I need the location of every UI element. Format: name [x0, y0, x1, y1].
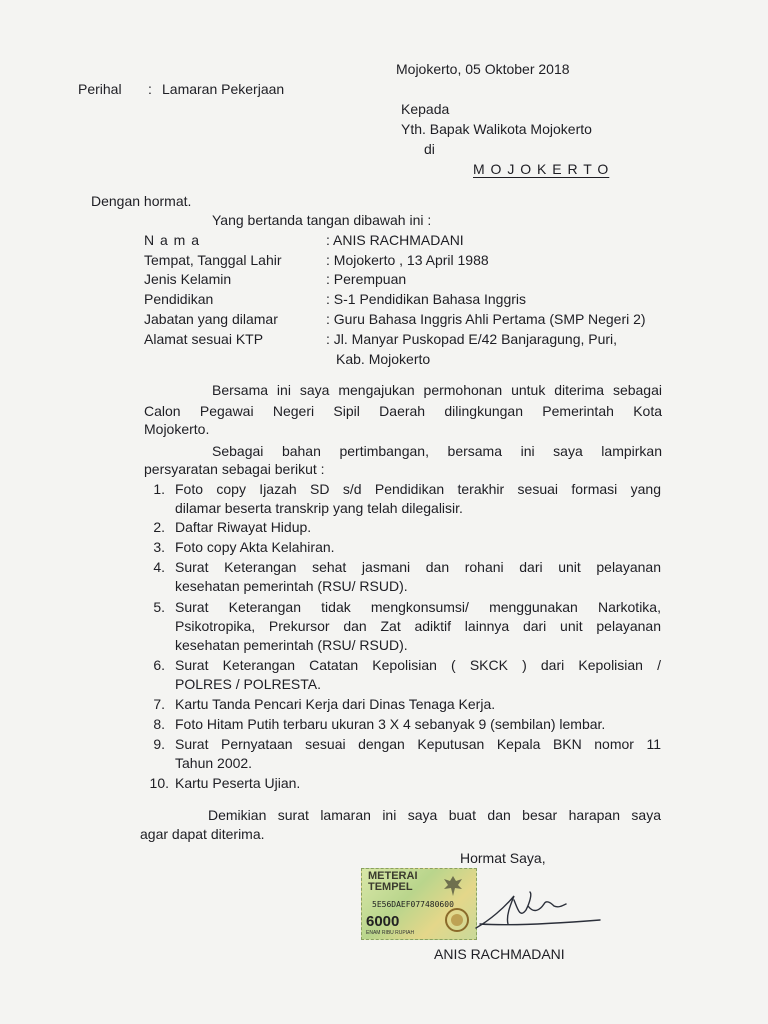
identity-value-address-line2: Kab. Mojokerto — [336, 351, 431, 367]
list-item-number: 3. — [153, 539, 165, 555]
identity-value-birth: : Mojokerto , 13 April 1988 — [326, 252, 489, 268]
list-item-text: Foto copy Ijazah SD s/d Pendidikan terakhir sesuai formasi yang — [175, 481, 661, 497]
signoff: Hormat Saya, — [460, 850, 546, 866]
recipient-city: M O J O K E R T O — [473, 161, 610, 177]
list-item-text: kesehatan pemerintah (RSU/ RSUD). — [175, 578, 408, 594]
garuda-emblem-icon — [440, 873, 466, 899]
list-item-number: 6. — [153, 657, 165, 673]
closing-line1: Demikian surat lamaran ini saya buat dan besar harapan saya — [208, 807, 661, 823]
list-item-text: Kartu Peserta Ujian. — [175, 775, 301, 791]
subject-value: Lamaran Pekerjaan — [162, 81, 285, 97]
subject-label: Perihal — [78, 81, 122, 97]
meterai-stamp — [361, 868, 477, 940]
identity-label-birth: Tempat, Tanggal Lahir — [144, 252, 282, 268]
list-item-text: Tahun 2002. — [175, 755, 253, 771]
list-item-number: 9. — [153, 736, 165, 752]
handwritten-signature — [470, 880, 610, 940]
paragraph1-line1: Bersama ini saya mengajukan permohonan untuk diterima sebagai — [212, 382, 662, 398]
signer-name: ANIS RACHMADANI — [434, 946, 565, 962]
identity-label-address: Alamat sesuai KTP — [144, 331, 264, 347]
greeting: Dengan hormat. — [91, 193, 192, 209]
place-date: Mojokerto, 05 Oktober 2018 — [396, 61, 570, 77]
list-item-number: 1. — [153, 481, 165, 497]
subject-colon: : — [148, 81, 152, 97]
list-item-text: Daftar Riwayat Hidup. — [175, 519, 312, 535]
list-item-number: 4. — [153, 559, 165, 575]
identity-label-education: Pendidikan — [144, 291, 214, 307]
identity-value-address: : Jl. Manyar Puskopad E/42 Banjaragung, Puri, — [326, 331, 618, 347]
list-item-number: 7. — [153, 696, 165, 712]
list-item-text: dilamar beserta transkrip yang telah dilegalisir. — [175, 500, 463, 516]
recipient-di: di — [424, 141, 435, 157]
identity-label-gender: Jenis Kelamin — [144, 271, 232, 287]
list-item-text: Kartu Tanda Pencari Kerja dari Dinas Tenaga Kerja. — [175, 696, 496, 712]
list-item-text: Foto Hitam Putih terbaru ukuran 3 X 4 sebanyak 9 (sembilan) lembar. — [175, 716, 606, 732]
list-item-text: POLRES / POLRESTA. — [175, 676, 322, 692]
recipient-kepada: Kepada — [401, 101, 450, 117]
paragraph1-line3: Mojokerto. — [144, 421, 210, 437]
list-item-text: Surat Keterangan tidak mengkonsumsi/ menggunakan Narkotika, — [175, 599, 661, 615]
list-item-number: 10. — [149, 775, 169, 791]
identity-value-position: : Guru Bahasa Inggris Ahli Pertama (SMP Negeri 2) — [326, 311, 646, 327]
list-item-text: Surat Pernyataan sesuai dengan Keputusan Kepala BKN nomor 11 — [175, 736, 661, 752]
stamp-code: 5E56DAEF077480600 — [372, 900, 454, 909]
list-item-text: Surat Keterangan sehat jasmani dan rohani dari unit pelayanan — [175, 559, 661, 575]
recipient-yth: Yth. Bapak Walikota Mojokerto — [401, 121, 592, 137]
list-item-text: Foto copy Akta Kelahiran. — [175, 539, 335, 555]
stamp-value: 6000 — [366, 913, 400, 930]
closing-line2: agar dapat diterima. — [140, 826, 265, 842]
identity-value-gender: : Perempuan — [326, 271, 407, 287]
list-item-text: Psikotropika, Prekursor dan Zat adiktif lainnya dari unit pelayanan — [175, 618, 661, 634]
paragraph2-line1: Sebagai bahan pertimbangan, bersama ini saya lampirkan — [212, 443, 662, 459]
identity-value-name: : ANIS RACHMADANI — [326, 232, 464, 248]
stamp-seal-icon — [444, 907, 470, 933]
list-item-text: Surat Keterangan Catatan Kepolisian ( SKCK ) dari Kepolisian / — [175, 657, 661, 673]
stamp-title: METERAI TEMPEL — [368, 870, 418, 893]
list-item-number: 8. — [153, 716, 165, 732]
identity-value-education: : S-1 Pendidikan Bahasa Inggris — [326, 291, 527, 307]
identity-label-name: N a m a — [144, 232, 201, 248]
list-item-number: 5. — [153, 599, 165, 615]
stamp-words: ENAM RIBU RUPIAH — [366, 930, 415, 936]
list-item-number: 2. — [153, 519, 165, 535]
intro-line: Yang bertanda tangan dibawah ini : — [212, 212, 432, 228]
paragraph1-line2: Calon Pegawai Negeri Sipil Daerah dilingkungan Pemerintah Kota — [144, 403, 662, 419]
list-item-text: kesehatan pemerintah (RSU/ RSUD). — [175, 637, 408, 653]
identity-label-position: Jabatan yang dilamar — [144, 311, 278, 327]
paragraph2-line2: persyaratan sebagai berikut : — [144, 461, 325, 477]
